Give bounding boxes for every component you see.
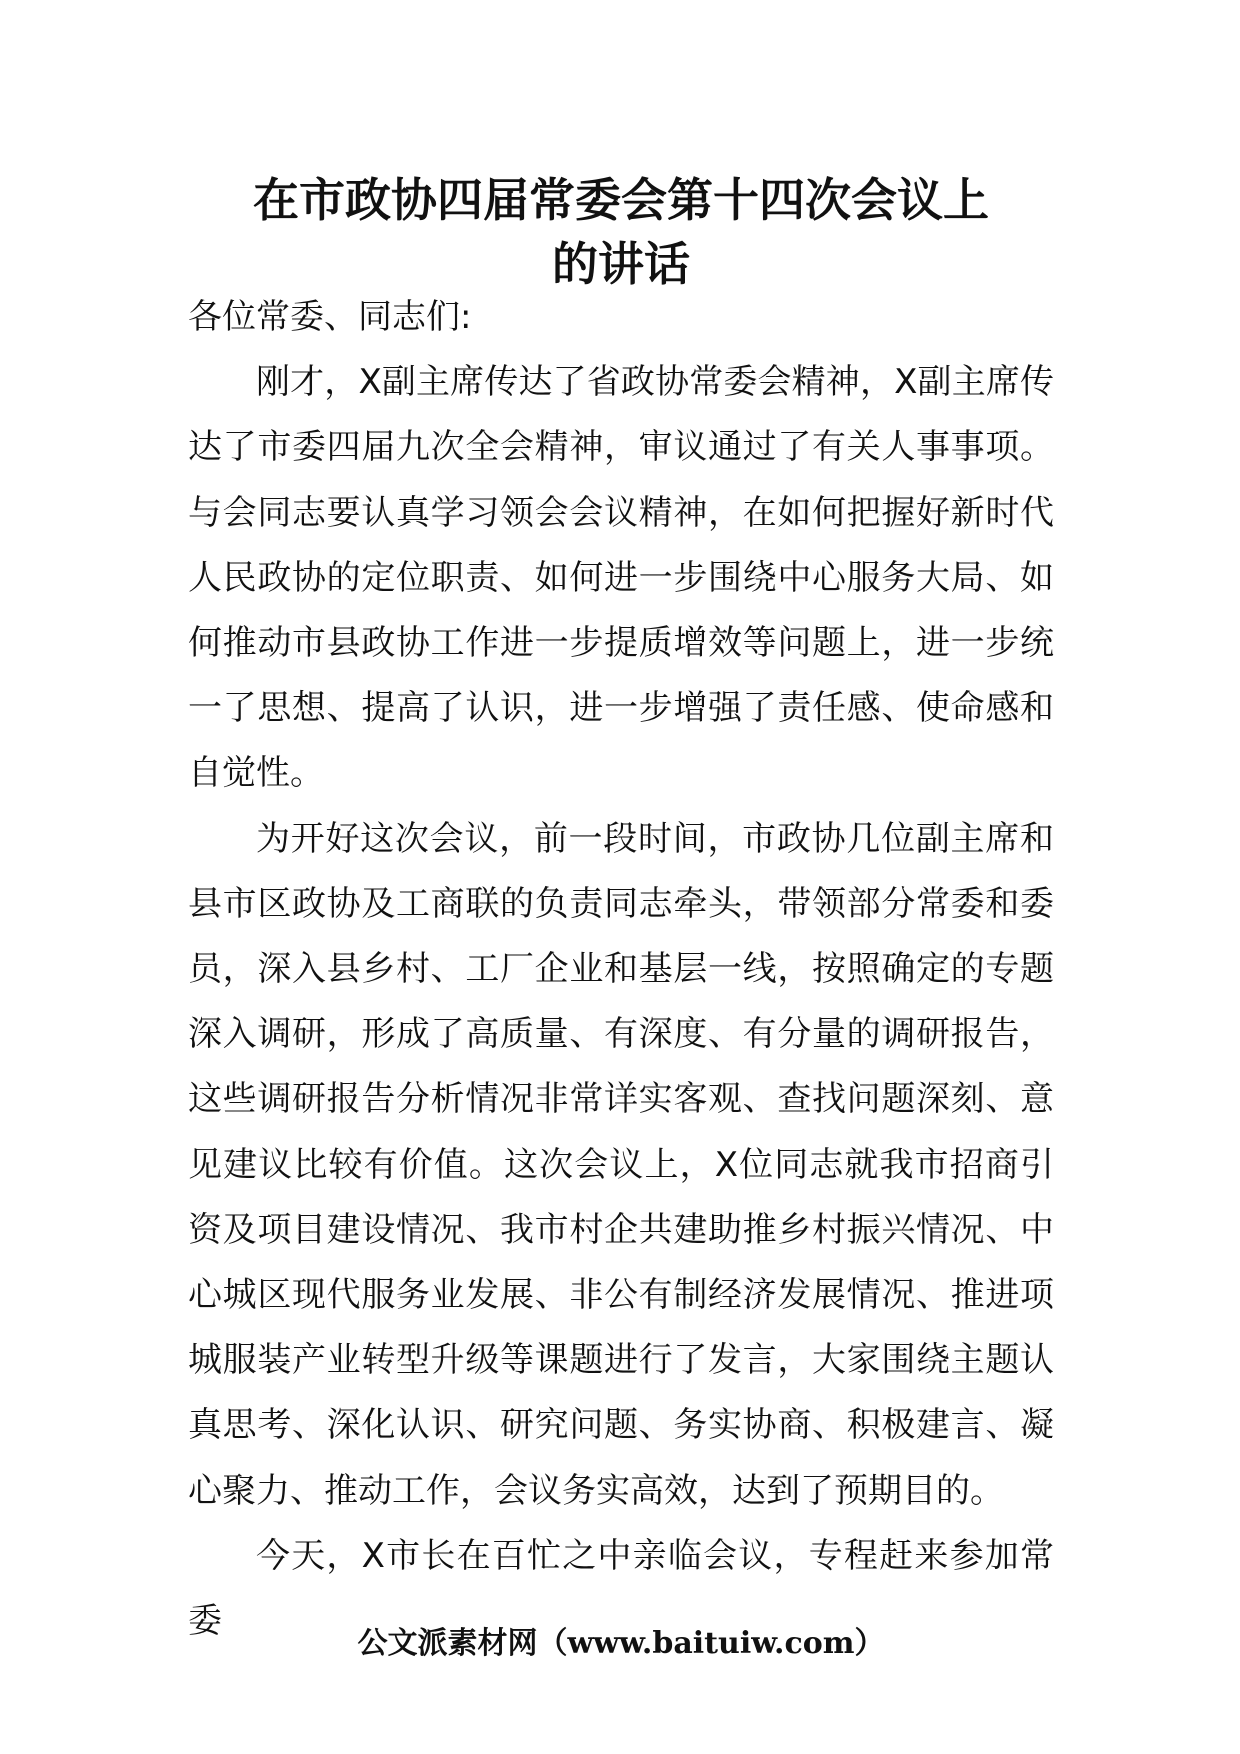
- footer-watermark: 公文派素材网（www.baituiw.com）: [357, 1626, 885, 1661]
- document-title-line-2: 的讲话: [552, 237, 690, 291]
- document-title-line-1: 在市政协四届常委会第十四次会议上: [253, 173, 989, 227]
- paragraph-1: 刚才，X副主席传达了省政协常委会精神，X副主席传达了市委四届九次全会精神，审议通过了有关人事事项。与会同志要认真学习领会会议精神，在如何把握好新时代人民政协的定位职责、如何进一步围绕中心服务大局、如何推动市县政协工作进一步提质增效等问题上，进一步统一了思想、提高了认识，进一步增强了责任感、使命感和自觉性。: [188, 362, 1054, 794]
- document-body: [188, 285, 1054, 1654]
- paragraph-2: 为开好这次会议，前一段时间，市政协几位副主席和县市区政协及工商联的负责同志牵头，带领部分常委和委员，深入县乡村、工厂企业和基层一线，按照确定的专题深入调研，形成了高质量、有深度、有分量的调研报告，这些调研报告分析情况非常详实客观、查找问题深刻、意见建议比较有价值。这次会议上，X位同志就我市招商引资及项目建设情况、我市村企共建助推乡村振兴情况、中心城区现代服务业发展、非公有制经济发展情况、推进项城服装产业转型升级等课题进行了发言，大家围绕主题认真思考、深化认识、研究问题、务实协商、积极建言、凝心聚力、推动工作，会议务实高效，达到了预期目的。: [188, 818, 1054, 1511]
- salutation: 各位常委、同志们:: [188, 297, 472, 337]
- paragraph-3: 今天，X市长在百忙之中亲临会议，专程赶来参加常委: [188, 1535, 1054, 1642]
